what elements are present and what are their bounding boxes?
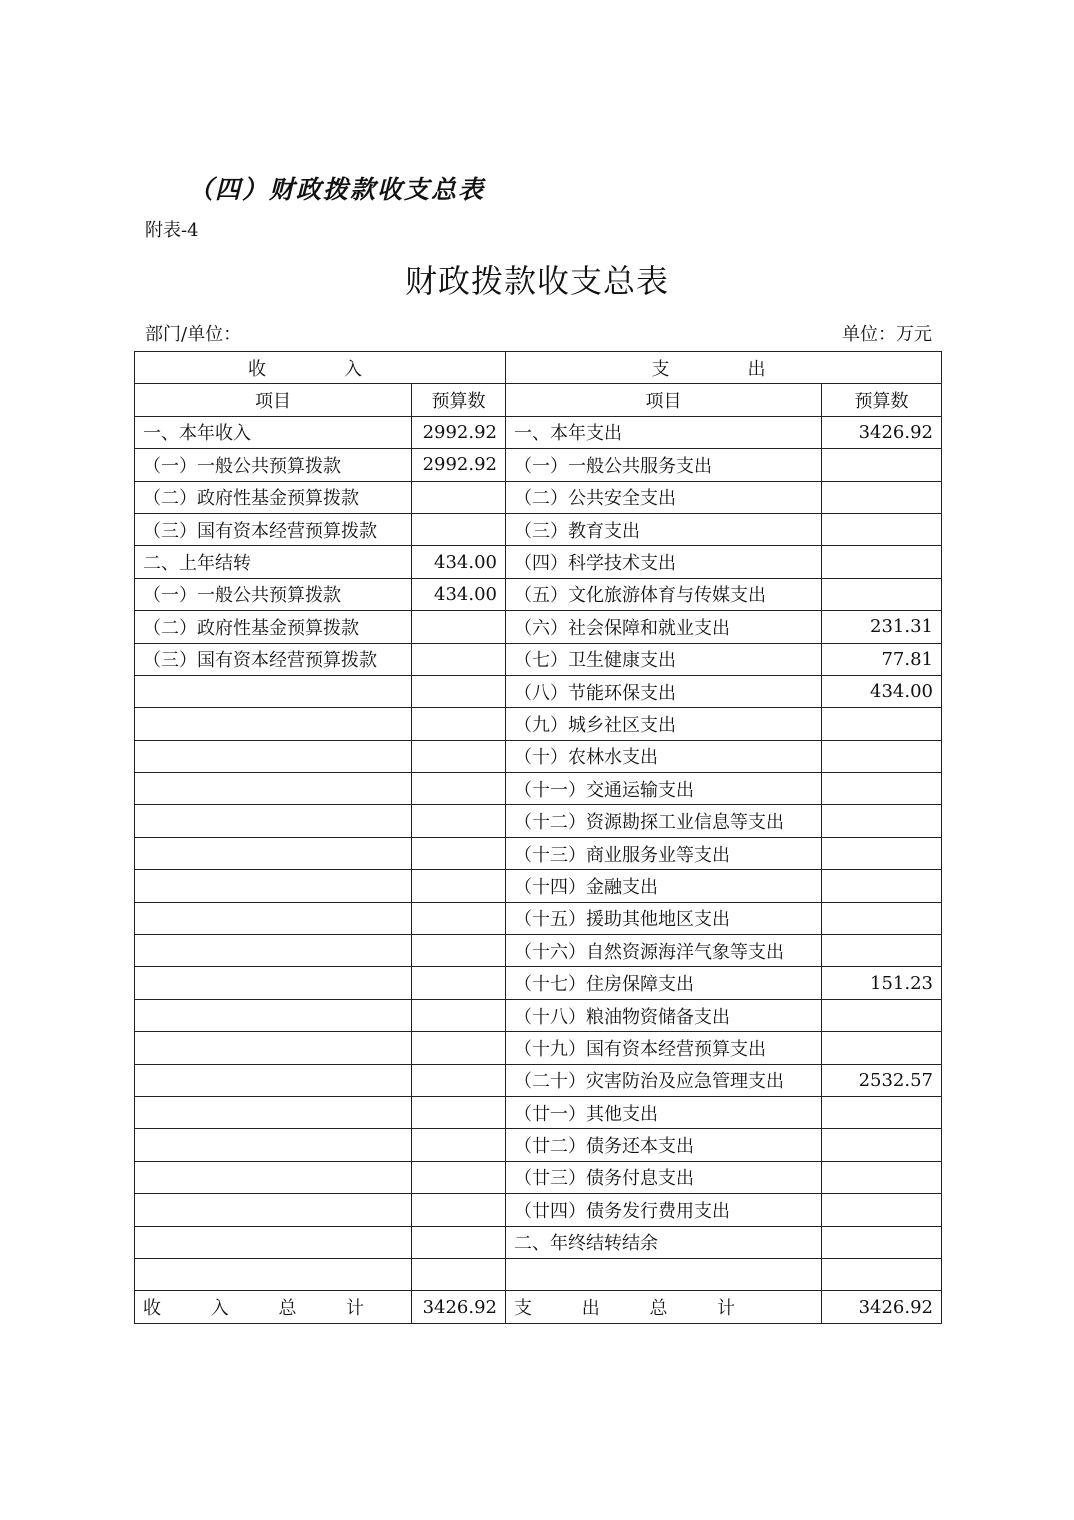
expense-header: 支 出: [506, 352, 942, 384]
income-item-cell: 二、上年结转: [135, 546, 412, 578]
expense-value-cell: [822, 902, 942, 934]
table-row: [135, 740, 942, 772]
expense-value-cell: [822, 773, 942, 805]
expense-value-cell: [822, 1258, 942, 1290]
table-row: [135, 935, 942, 967]
income-item-cell: [135, 999, 412, 1031]
expense-item-cell: 一、本年支出: [506, 416, 822, 448]
expense-item-cell: （十五）援助其他地区支出: [506, 902, 822, 934]
expense-item-cell: （廿三）债务付息支出: [506, 1161, 822, 1193]
table-row: [135, 1096, 942, 1128]
table-column-header: [135, 384, 942, 416]
income-value-cell: [412, 1161, 506, 1193]
total-row: [135, 1291, 942, 1323]
income-item-cell: [135, 1258, 412, 1290]
unit-label: 单位：万元: [842, 324, 932, 345]
expense-value-cell: [822, 1194, 942, 1226]
income-value-cell: [412, 837, 506, 869]
income-value-cell: [412, 740, 506, 772]
table-row: [135, 481, 942, 513]
income-value-cell: [412, 773, 506, 805]
table-row: [135, 1226, 942, 1258]
table-row: [135, 805, 942, 837]
income-value-cell: [412, 999, 506, 1031]
income-item-cell: [135, 1096, 412, 1128]
expense-value-cell: [822, 740, 942, 772]
expense-value-cell: [822, 1226, 942, 1258]
income-total-value: 3426.92: [412, 1291, 506, 1323]
table-row: [135, 1032, 942, 1064]
table-row: [135, 773, 942, 805]
table-row: [135, 1258, 942, 1290]
table-row: [135, 1194, 942, 1226]
expense-value-cell: 3426.92: [822, 416, 942, 448]
table-row: [135, 643, 942, 675]
expense-value-cell: [822, 837, 942, 869]
table-row: [135, 578, 942, 610]
expense-value-cell: [822, 999, 942, 1031]
table-body: [135, 416, 942, 1291]
income-item-cell: 一、本年收入: [135, 416, 412, 448]
expense-value-cell: [822, 1129, 942, 1161]
income-item-cell: [135, 675, 412, 707]
income-budget-header: 预算数: [412, 384, 506, 416]
section-heading: （四）财政拨款收支总表: [188, 175, 486, 204]
income-value-cell: [412, 1096, 506, 1128]
expense-value-cell: 434.00: [822, 675, 942, 707]
income-item-cell: [135, 935, 412, 967]
table-row: [135, 513, 942, 545]
expense-budget-header: 预算数: [822, 384, 942, 416]
expense-value-cell: 2532.57: [822, 1064, 942, 1096]
income-value-cell: [412, 935, 506, 967]
income-value-cell: [412, 513, 506, 545]
expense-item-header: 项目: [506, 384, 822, 416]
income-value-cell: 434.00: [412, 546, 506, 578]
income-value-cell: 434.00: [412, 578, 506, 610]
income-value-cell: [412, 675, 506, 707]
income-item-cell: [135, 740, 412, 772]
expense-item-cell: （七）卫生健康支出: [506, 643, 822, 675]
dept-label: 部门/单位：: [145, 324, 242, 345]
table-row: [135, 1161, 942, 1193]
table-row: [135, 1129, 942, 1161]
income-item-cell: [135, 837, 412, 869]
income-value-cell: [412, 805, 506, 837]
page-title: 财政拨款收支总表: [404, 262, 669, 300]
table-row: [135, 416, 942, 448]
income-item-cell: [135, 773, 412, 805]
table-row: [135, 546, 942, 578]
expense-value-cell: [822, 449, 942, 481]
table-row: [135, 902, 942, 934]
income-item-cell: [135, 1032, 412, 1064]
income-header: 收 入: [135, 352, 506, 384]
income-value-cell: 2992.92: [412, 416, 506, 448]
expense-value-cell: [822, 578, 942, 610]
income-value-cell: [412, 1194, 506, 1226]
expense-value-cell: [822, 708, 942, 740]
expense-item-cell: （四）科学技术支出: [506, 546, 822, 578]
table-row: [135, 999, 942, 1031]
income-item-cell: [135, 1194, 412, 1226]
table-row: [135, 837, 942, 869]
expense-total-label: 支 出 总 计: [506, 1291, 822, 1323]
income-item-cell: （二）政府性基金预算拨款: [135, 611, 412, 643]
expense-item-cell: （十一）交通运输支出: [506, 773, 822, 805]
expense-item-cell: （九）城乡社区支出: [506, 708, 822, 740]
expense-value-cell: [822, 1032, 942, 1064]
expense-item-cell: （廿四）债务发行费用支出: [506, 1194, 822, 1226]
income-item-cell: （一）一般公共预算拨款: [135, 449, 412, 481]
budget-table: [134, 351, 942, 1324]
expense-item-cell: （二）公共安全支出: [506, 481, 822, 513]
expense-value-cell: [822, 805, 942, 837]
expense-item-cell: （十二）资源勘探工业信息等支出: [506, 805, 822, 837]
income-value-cell: [412, 870, 506, 902]
income-item-cell: [135, 1064, 412, 1096]
income-value-cell: [412, 967, 506, 999]
expense-item-cell: （廿一）其他支出: [506, 1096, 822, 1128]
expense-item-cell: （廿二）债务还本支出: [506, 1129, 822, 1161]
expense-item-cell: （十七）住房保障支出: [506, 967, 822, 999]
expense-value-cell: [822, 1161, 942, 1193]
income-item-cell: [135, 902, 412, 934]
expense-value-cell: 231.31: [822, 611, 942, 643]
expense-item-cell: （十四）金融支出: [506, 870, 822, 902]
expense-item-cell: [506, 1258, 822, 1290]
expense-item-cell: （五）文化旅游体育与传媒支出: [506, 578, 822, 610]
expense-item-cell: （一）一般公共服务支出: [506, 449, 822, 481]
income-item-cell: [135, 708, 412, 740]
income-value-cell: [412, 1129, 506, 1161]
expense-value-cell: [822, 481, 942, 513]
expense-item-cell: 二、年终结转结余: [506, 1226, 822, 1258]
income-item-cell: （二）政府性基金预算拨款: [135, 481, 412, 513]
table-row: [135, 611, 942, 643]
income-item-cell: （三）国有资本经营预算拨款: [135, 643, 412, 675]
income-item-cell: （三）国有资本经营预算拨款: [135, 513, 412, 545]
expense-total-value: 3426.92: [822, 1291, 942, 1323]
expense-item-cell: （十六）自然资源海洋气象等支出: [506, 935, 822, 967]
expense-item-cell: （十）农林水支出: [506, 740, 822, 772]
expense-item-cell: （八）节能环保支出: [506, 675, 822, 707]
income-item-cell: （一）一般公共预算拨款: [135, 578, 412, 610]
expense-value-cell: [822, 546, 942, 578]
income-item-cell: [135, 1226, 412, 1258]
table-row: [135, 967, 942, 999]
income-value-cell: [412, 481, 506, 513]
income-value-cell: [412, 902, 506, 934]
expense-item-cell: （十九）国有资本经营预算支出: [506, 1032, 822, 1064]
income-item-cell: [135, 805, 412, 837]
expense-value-cell: [822, 513, 942, 545]
income-item-cell: [135, 967, 412, 999]
income-value-cell: 2992.92: [412, 449, 506, 481]
table-row: [135, 675, 942, 707]
expense-value-cell: [822, 1096, 942, 1128]
expense-value-cell: [822, 935, 942, 967]
expense-value-cell: [822, 870, 942, 902]
income-item-cell: [135, 870, 412, 902]
income-value-cell: [412, 1032, 506, 1064]
table-row: [135, 708, 942, 740]
income-value-cell: [412, 643, 506, 675]
income-value-cell: [412, 611, 506, 643]
income-item-cell: [135, 1161, 412, 1193]
appendix-label: 附表-4: [145, 220, 199, 241]
expense-item-cell: （三）教育支出: [506, 513, 822, 545]
expense-value-cell: 151.23: [822, 967, 942, 999]
income-total-label: 收 入 总 计: [135, 1291, 412, 1323]
income-value-cell: [412, 1258, 506, 1290]
income-item-cell: [135, 1129, 412, 1161]
table-row: [135, 449, 942, 481]
expense-item-cell: （十八）粮油物资储备支出: [506, 999, 822, 1031]
income-item-header: 项目: [135, 384, 412, 416]
income-value-cell: [412, 708, 506, 740]
expense-item-cell: （二十）灾害防治及应急管理支出: [506, 1064, 822, 1096]
expense-value-cell: 77.81: [822, 643, 942, 675]
table-group-header: [135, 352, 942, 384]
income-value-cell: [412, 1064, 506, 1096]
expense-item-cell: （十三）商业服务业等支出: [506, 837, 822, 869]
income-value-cell: [412, 1226, 506, 1258]
expense-item-cell: （六）社会保障和就业支出: [506, 611, 822, 643]
table-row: [135, 870, 942, 902]
table-row: [135, 1064, 942, 1096]
